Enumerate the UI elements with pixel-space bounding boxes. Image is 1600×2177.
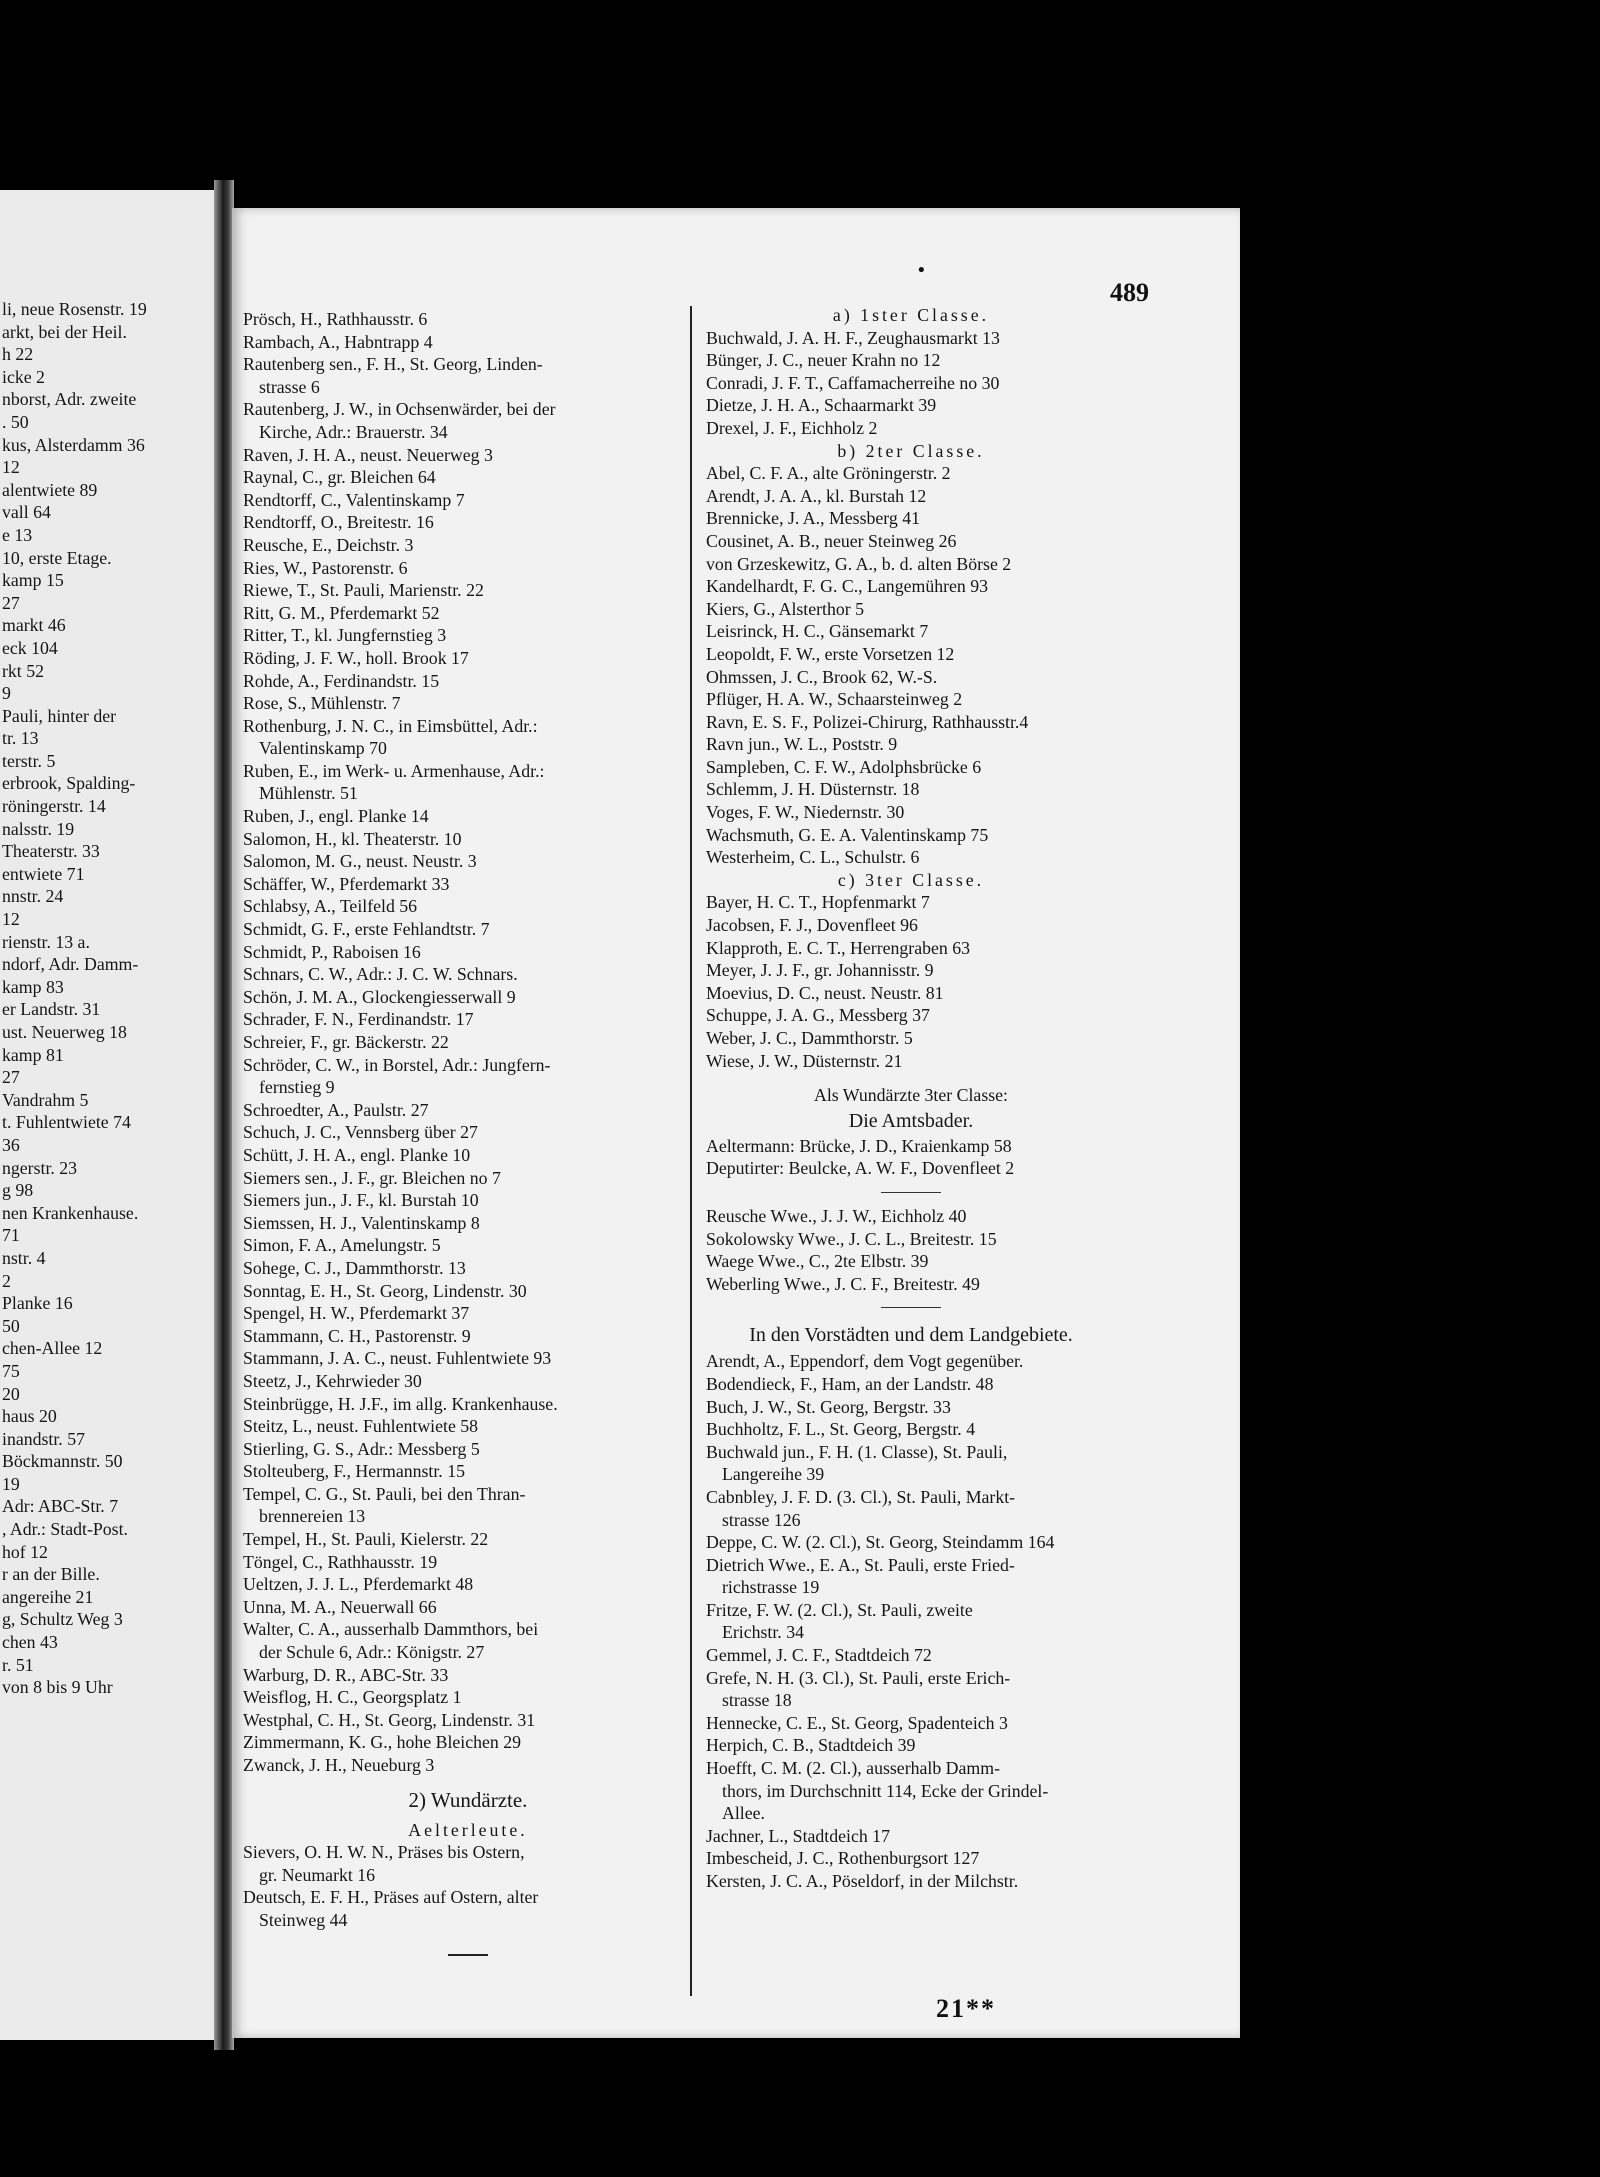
directory-entry xyxy=(706,1734,1116,1757)
entry-line: Westphal, C. H., St. Georg, Lindenstr. 31 xyxy=(243,1709,536,1730)
directory-entry xyxy=(706,1486,1116,1531)
directory-entry: Sokolowsky Wwe., J. C. L., Breitestr. 15 xyxy=(706,1228,997,1249)
entry-line: Ritt, G. M., Pferdemarkt 52 xyxy=(243,602,440,623)
directory-entry xyxy=(243,1370,693,1393)
entry-continuation: strasse 126 xyxy=(722,1509,801,1530)
entry-line: Riewe, T., St. Pauli, Marienstr. 22 xyxy=(243,580,484,601)
entry-line: Siemers sen., J. F., gr. Bleichen no 7 xyxy=(243,1167,501,1188)
directory-entry xyxy=(243,557,693,580)
entry-line: Imbescheid, J. C., Rothenburgsort 127 xyxy=(706,1848,980,1869)
entry-line: Tempel, H., St. Pauli, Kielerstr. 22 xyxy=(243,1529,489,1550)
entry-line: Schmidt, P., Raboisen 16 xyxy=(243,941,421,962)
directory-entry: Wachsmuth, G. E. A. Valentinskamp 75 xyxy=(706,824,989,845)
entry-line: Herpich, C. B., Stadtdeich 39 xyxy=(706,1735,916,1756)
entry-line: Deppe, C. W. (2. Cl.), St. Georg, Steindamm 164 xyxy=(706,1532,1055,1553)
entry-line: Bodendieck, F., Ham, an der Landstr. 48 xyxy=(706,1373,994,1394)
left-page-line: 20 xyxy=(2,1383,20,1404)
widows-list xyxy=(706,1205,1116,1295)
directory-entry: Klapproth, E. C. T., Herrengraben 63 xyxy=(706,937,971,958)
entry-line: Ueltzen, J. J. L., Pferdemarkt 48 xyxy=(243,1574,474,1595)
vorstaedte-list xyxy=(706,1350,1116,1892)
divider-rule xyxy=(881,1192,941,1193)
subsection-title-aelterleute: Aelterleute. xyxy=(408,1819,528,1840)
entry-line: Rose, S., Mühlenstr. 7 xyxy=(243,693,401,714)
directory-entry xyxy=(706,1373,1116,1396)
amtsbader-title: Die Amtsbader. xyxy=(848,1109,974,1132)
entry-line: Rendtorff, O., Breitestr. 16 xyxy=(243,512,434,533)
left-page-line: inandstr. 57 xyxy=(2,1428,85,1449)
entry-line: Raynal, C., gr. Bleichen 64 xyxy=(243,467,436,488)
entry-line: Stammann, C. H., Pastorenstr. 9 xyxy=(243,1325,471,1346)
entry-continuation: Kirche, Adr.: Brauerstr. 34 xyxy=(259,421,448,442)
entry-line: Reusche, E., Deichstr. 3 xyxy=(243,534,414,555)
entry-line: Rautenberg, J. W., in Ochsenwärder, bei der xyxy=(243,399,556,420)
class3-list xyxy=(706,891,1116,1072)
entry-line: Gemmel, J. C. F., Stadtdeich 72 xyxy=(706,1645,932,1666)
entry-line: Unna, M. A., Neuerwall 66 xyxy=(243,1596,437,1617)
directory-entry xyxy=(706,1554,1116,1599)
entry-line: Stammann, J. A. C., neust. Fuhlentwiete 93 xyxy=(243,1348,552,1369)
entry-continuation: der Schule 6, Adr.: Königstr. 27 xyxy=(259,1642,485,1663)
directory-entry: Schlemm, J. H. Düsternstr. 18 xyxy=(706,779,920,800)
entry-line: Schmidt, G. F., erste Fehlandtstr. 7 xyxy=(243,919,490,940)
directory-entry xyxy=(243,466,693,489)
entry-line: Steetz, J., Kehrwieder 30 xyxy=(243,1370,422,1391)
entry-line: Prösch, H., Rathhausstr. 6 xyxy=(243,309,428,329)
directory-entry xyxy=(243,1460,693,1483)
directory-entry xyxy=(243,1886,693,1931)
left-page-line: Planke 16 xyxy=(2,1293,73,1314)
left-page-line: eck 104 xyxy=(2,637,58,658)
directory-entry: Buchwald, J. A. H. F., Zeughausmarkt 13 xyxy=(706,327,1000,348)
entry-line: Sonntag, E. H., St. Georg, Lindenstr. 30 xyxy=(243,1280,527,1301)
entry-line: Raven, J. H. A., neust. Neuerweg 3 xyxy=(243,444,493,465)
left-page-line: arkt, bei der Heil. xyxy=(2,321,127,342)
left-page-line: kus, Alsterdamm 36 xyxy=(2,434,145,455)
directory-entry: Bünger, J. C., neuer Krahn no 12 xyxy=(706,350,941,371)
directory-entry: Deputirter: Beulcke, A. W. F., Dovenfleet 2 xyxy=(706,1158,1015,1179)
directory-entry: Brennicke, J. A., Messberg 41 xyxy=(706,508,921,529)
left-page-line: er Landstr. 31 xyxy=(2,999,101,1020)
vorstaedte-title: In den Vorstädten und dem Landgebiete. xyxy=(749,1324,1073,1347)
left-page-line: e 13 xyxy=(2,524,33,545)
directory-entry xyxy=(243,444,693,467)
left-page-line: Adr: ABC-Str. 7 xyxy=(2,1496,119,1517)
left-page-line: ndorf, Adr. Damm- xyxy=(2,954,139,975)
entry-continuation: Langereihe 39 xyxy=(722,1464,825,1485)
entry-line: Rohde, A., Ferdinandstr. 15 xyxy=(243,670,440,691)
directory-entry xyxy=(243,1280,693,1303)
directory-entry xyxy=(243,1031,693,1054)
left-page-line: h 22 xyxy=(2,344,34,365)
directory-entry xyxy=(243,670,693,693)
directory-entry xyxy=(243,1664,693,1687)
entry-line: Jachner, L., Stadtdeich 17 xyxy=(706,1825,890,1846)
directory-entry xyxy=(243,1596,693,1619)
entry-continuation: fernstieg 9 xyxy=(259,1077,335,1098)
entry-continuation: strasse 18 xyxy=(722,1690,792,1711)
class1-title: a) 1ster Classe. xyxy=(832,305,990,325)
directory-entry xyxy=(706,1667,1116,1712)
directory-entry xyxy=(706,1441,1116,1486)
end-rule xyxy=(448,1954,488,1956)
directory-entry xyxy=(243,918,693,941)
left-page-line: erbrook, Spalding- xyxy=(2,773,136,794)
directory-entry xyxy=(243,1841,693,1886)
entry-line: Schröder, C. W., in Borstel, Adr.: Jungfern- xyxy=(243,1054,551,1075)
entry-line: Buchholtz, F. L., St. Georg, Bergstr. 4 xyxy=(706,1419,976,1440)
entry-line: Schön, J. M. A., Glockengiesserwall 9 xyxy=(243,986,516,1007)
left-page-line: icke 2 xyxy=(2,366,45,387)
entry-line: Tempel, C. G., St. Pauli, bei den Thran- xyxy=(243,1483,526,1504)
directory-entry xyxy=(243,1731,693,1754)
entry-line: Steinbrügge, H. J.F., im allg. Krankenhause. xyxy=(243,1393,558,1414)
directory-entry xyxy=(243,1167,693,1190)
aelterleute-list xyxy=(243,1841,693,1931)
entry-line: Rautenberg sen., F. H., St. Georg, Linden- xyxy=(243,354,543,375)
directory-entry: Voges, F. W., Niedernstr. 30 xyxy=(706,802,905,823)
directory-entry xyxy=(243,1393,693,1416)
directory-entry xyxy=(243,1709,693,1732)
directory-entry xyxy=(243,805,693,828)
left-page-line: alentwiete 89 xyxy=(2,479,98,500)
left-page-line: t. Fuhlentwiete 74 xyxy=(2,1112,131,1133)
directory-entry: Wiese, J. W., Düsternstr. 21 xyxy=(706,1050,903,1071)
entry-line: Schlabsy, A., Teilfeld 56 xyxy=(243,896,418,917)
left-page-line: . 50 xyxy=(2,411,29,432)
left-page-line: markt 46 xyxy=(2,615,66,636)
column-b xyxy=(706,304,1116,1893)
entry-line: Schreier, F., gr. Bäckerstr. 22 xyxy=(243,1032,449,1052)
left-page-line: vall 64 xyxy=(2,502,51,523)
directory-entry xyxy=(243,850,693,873)
directory-entry xyxy=(706,1712,1116,1735)
entry-line: Schroedter, A., Paulstr. 27 xyxy=(243,1099,429,1120)
left-page-line: Pauli, hinter der xyxy=(2,705,117,726)
entry-line: Rendtorff, C., Valentinskamp 7 xyxy=(243,489,465,510)
directory-entry xyxy=(243,963,693,986)
entry-line: Ruben, E., im Werk- u. Armenhause, Adr.: xyxy=(243,760,545,781)
directory-entry xyxy=(243,308,693,331)
left-page-line: 10, erste Etage. xyxy=(2,547,112,568)
directory-entry xyxy=(706,1531,1116,1554)
left-page-line: angereihe 21 xyxy=(2,1586,94,1607)
left-page-line: ngerstr. 23 xyxy=(2,1157,78,1178)
left-page-line: rkt 52 xyxy=(2,660,44,681)
directory-entry: Aeltermann: Brücke, J. D., Kraienkamp 58 xyxy=(706,1135,1012,1156)
directory-entry xyxy=(243,1212,693,1235)
directory-entry xyxy=(706,1599,1116,1644)
left-page-line: kamp 83 xyxy=(2,976,64,997)
directory-entry: Dietze, J. H. A., Schaarmarkt 39 xyxy=(706,395,937,416)
directory-entry xyxy=(243,941,693,964)
left-page-line: 12 xyxy=(2,909,20,930)
left-page-line: r. 51 xyxy=(2,1654,34,1675)
directory-entry xyxy=(243,1528,693,1551)
entry-line: Buch, J. W., St. Georg, Bergstr. 33 xyxy=(706,1396,951,1417)
directory-entry: Drexel, J. F., Eichholz 2 xyxy=(706,417,878,438)
directory-entry xyxy=(243,828,693,851)
entry-continuation: Steinweg 44 xyxy=(259,1909,348,1930)
left-page-line: nnstr. 24 xyxy=(2,886,64,907)
entry-line: Hennecke, C. E., St. Georg, Spadenteich 3 xyxy=(706,1712,1008,1733)
left-page-line: li, neue Rosenstr. 19 xyxy=(2,299,147,319)
entry-line: Siemssen, H. J., Valentinskamp 8 xyxy=(243,1212,480,1233)
left-page-text-column xyxy=(2,298,212,1699)
left-page-line: tr. 13 xyxy=(2,728,39,749)
left-page-line: von 8 bis 9 Uhr xyxy=(2,1677,113,1698)
directory-entry: Ravn jun., W. L., Poststr. 9 xyxy=(706,734,898,755)
left-page-line: 27 xyxy=(2,592,20,613)
entry-continuation: richstrasse 19 xyxy=(722,1577,820,1598)
directory-entry: Kandelhardt, F. G. C., Langemühren 93 xyxy=(706,576,989,597)
directory-entry xyxy=(243,986,693,1009)
directory-entry xyxy=(243,1121,693,1144)
directory-entry xyxy=(243,1099,693,1122)
directory-entry xyxy=(243,1008,693,1031)
entry-line: Schütt, J. H. A., engl. Planke 10 xyxy=(243,1144,471,1165)
left-page-line: 27 xyxy=(2,1067,20,1088)
entry-continuation: Erichstr. 34 xyxy=(722,1622,804,1643)
left-page-line: nborst, Adr. zweite xyxy=(2,389,137,410)
entry-line: Hoefft, C. M. (2. Cl.), ausserhalb Damm- xyxy=(706,1758,1000,1779)
directory-entry: Ravn, E. S. F., Polizei-Chirurg, Rathhausstr.4 xyxy=(706,711,1029,732)
entry-line: Sohege, C. J., Dammthorstr. 13 xyxy=(243,1257,466,1278)
entry-continuation: Mühlenstr. 51 xyxy=(259,783,358,804)
left-page-line: rienstr. 13 a. xyxy=(2,931,90,952)
left-page-line: röningerstr. 14 xyxy=(2,796,106,817)
directory-entry xyxy=(243,353,693,398)
directory-entry xyxy=(243,1257,693,1280)
left-page-fragment xyxy=(0,190,214,2040)
left-page-line: Theaterstr. 33 xyxy=(2,841,100,862)
left-page-line: 36 xyxy=(2,1134,20,1155)
directory-entry xyxy=(243,760,693,805)
left-page-line: g 98 xyxy=(2,1180,34,1201)
entry-line: Zwanck, J. H., Neueburg 3 xyxy=(243,1755,435,1775)
class2-title: b) 2ter Classe. xyxy=(837,440,985,461)
directory-entry xyxy=(243,1347,693,1370)
entry-line: Dietrich Wwe., E. A., St. Pauli, erste Fried- xyxy=(706,1554,1015,1575)
directory-entry: Leopoldt, F. W., erste Vorsetzen 12 xyxy=(706,643,955,664)
entry-line: Stolteuberg, F., Hermannstr. 15 xyxy=(243,1461,465,1482)
directory-entry xyxy=(243,624,693,647)
directory-entry xyxy=(243,1483,693,1528)
entry-line: Walter, C. A., ausserhalb Dammthors, bei xyxy=(243,1619,539,1640)
directory-entry xyxy=(243,511,693,534)
entry-line: Salomon, H., kl. Theaterstr. 10 xyxy=(243,828,462,849)
directory-entry: Schuppe, J. A. G., Messberg 37 xyxy=(706,1005,930,1026)
signature-mark: 21** xyxy=(936,1994,996,2023)
entry-line: Ritter, T., kl. Jungfernstieg 3 xyxy=(243,625,447,646)
entry-line: Weisflog, H. C., Georgsplatz 1 xyxy=(243,1687,462,1708)
directory-entry: Waege Wwe., C., 2te Elbstr. 39 xyxy=(706,1251,929,1272)
directory-entry xyxy=(243,895,693,918)
left-page-line: 19 xyxy=(2,1473,20,1494)
left-page-line: g, Schultz Weg 3 xyxy=(2,1609,123,1630)
directory-entry: Moevius, D. C., neust. Neustr. 81 xyxy=(706,982,944,1003)
als-title: Als Wundärzte 3ter Classe: xyxy=(813,1085,1008,1106)
entry-line: Röding, J. F. W., holl. Brook 17 xyxy=(243,647,469,668)
directory-entry xyxy=(243,1438,693,1461)
left-page-line: terstr. 5 xyxy=(2,750,56,771)
directory-entry: Leisrinck, H. C., Gänsemarkt 7 xyxy=(706,621,929,642)
directory-entry xyxy=(706,1418,1116,1441)
entry-line: Steitz, L., neust. Fuhlentwiete 58 xyxy=(243,1416,479,1437)
directory-entry: Westerheim, C. L., Schulstr. 6 xyxy=(706,847,920,868)
entry-line: Kersten, J. C. A., Pöseldorf, in der Milchstr. xyxy=(706,1871,1019,1891)
directory-entry: Weberling Wwe., J. C. F., Breitestr. 49 xyxy=(706,1273,980,1294)
directory-entry: Weber, J. C., Dammthorstr. 5 xyxy=(706,1028,913,1048)
left-page-line: Böckmannstr. 50 xyxy=(2,1451,123,1472)
left-page-line: chen 43 xyxy=(2,1632,58,1653)
column-divider xyxy=(690,306,692,1996)
physicians-list xyxy=(243,308,693,1777)
directory-entry xyxy=(706,1644,1116,1667)
directory-entry: Cousinet, A. B., neuer Steinweg 26 xyxy=(706,530,957,551)
directory-entry xyxy=(243,1754,693,1777)
directory-entry: Conradi, J. F. T., Caffamacherreihe no 30 xyxy=(706,372,1000,393)
entry-line: Warburg, D. R., ABC-Str. 33 xyxy=(243,1664,449,1685)
directory-entry xyxy=(243,579,693,602)
left-page-line: Vandrahm 5 xyxy=(2,1089,89,1110)
left-page-line: nen Krankenhause. xyxy=(2,1202,139,1223)
directory-entry xyxy=(243,1325,693,1348)
directory-entry xyxy=(243,647,693,670)
left-page-line: 71 xyxy=(2,1225,20,1246)
left-page-line: ust. Neuerweg 18 xyxy=(2,1022,127,1042)
left-page-line: 12 xyxy=(2,457,20,478)
directory-entry xyxy=(243,1618,693,1663)
directory-entry xyxy=(243,715,693,760)
entry-line: Zimmermann, K. G., hohe Bleichen 29 xyxy=(243,1732,522,1753)
directory-entry xyxy=(243,398,693,443)
column-a xyxy=(243,308,693,1956)
directory-entry: Sampleben, C. F. W., Adolphsbrücke 6 xyxy=(706,756,982,777)
entry-line: Arendt, A., Eppendorf, dem Vogt gegenüber. xyxy=(706,1351,1024,1372)
entry-continuation: Valentinskamp 70 xyxy=(259,738,387,759)
left-page-line: kamp 15 xyxy=(2,570,64,591)
entry-line: Töngel, C., Rathhausstr. 19 xyxy=(243,1551,438,1572)
left-page-line: nstr. 4 xyxy=(2,1247,46,1268)
directory-entry xyxy=(706,1825,1116,1848)
directory-entry: Kiers, G., Alsterthor 5 xyxy=(706,598,865,619)
entry-continuation: strasse 6 xyxy=(259,376,320,397)
left-page-line: chen-Allee 12 xyxy=(2,1338,103,1359)
directory-entry xyxy=(706,1396,1116,1419)
page-number: 489 xyxy=(1110,278,1149,307)
entry-continuation: gr. Neumarkt 16 xyxy=(259,1864,376,1885)
entry-line: Rambach, A., Habntrapp 4 xyxy=(243,331,433,352)
directory-entry xyxy=(243,534,693,557)
entry-line: Schäffer, W., Pferdemarkt 33 xyxy=(243,873,450,894)
directory-entry: Ohmssen, J. C., Brook 62, W.-S. xyxy=(706,666,938,687)
entry-continuation: Allee. xyxy=(722,1803,765,1824)
directory-entry: Meyer, J. J. F., gr. Johannisstr. 9 xyxy=(706,960,934,981)
directory-entry xyxy=(706,1847,1116,1870)
directory-entry: Reusche Wwe., J. J. W., Eichholz 40 xyxy=(706,1205,967,1226)
directory-entry xyxy=(243,692,693,715)
class3-title: c) 3ter Classe. xyxy=(837,869,985,890)
entry-line: Grefe, N. H. (3. Cl.), St. Pauli, erste Erich- xyxy=(706,1667,1011,1688)
entry-line: Schnars, C. W., Adr.: J. C. W. Schnars. xyxy=(243,964,518,985)
entry-line: Spengel, H. W., Pferdemarkt 37 xyxy=(243,1303,470,1324)
print-speck: • xyxy=(916,260,927,281)
left-page-line: haus 20 xyxy=(2,1406,57,1427)
directory-entry xyxy=(243,1302,693,1325)
directory-entry xyxy=(243,1234,693,1257)
entry-line: Salomon, M. G., neust. Neustr. 3 xyxy=(243,851,477,872)
left-page-line: 75 xyxy=(2,1360,20,1381)
left-page-line: nalsstr. 19 xyxy=(2,818,75,839)
entry-line: Buchwald jun., F. H. (1. Classe), St. Pauli, xyxy=(706,1441,1008,1462)
left-page-line: kamp 81 xyxy=(2,1044,64,1065)
left-page-line: 2 xyxy=(2,1270,11,1291)
directory-entry xyxy=(706,1870,1116,1893)
class2-list xyxy=(706,462,1116,869)
directory-entry xyxy=(243,1551,693,1574)
directory-entry xyxy=(243,873,693,896)
right-page xyxy=(232,208,1240,2038)
directory-entry xyxy=(243,1686,693,1709)
directory-entry: Bayer, H. C. T., Hopfenmarkt 7 xyxy=(706,892,930,913)
left-page-line: 50 xyxy=(2,1315,20,1336)
entry-line: Rothenburg, J. N. C., in Eimsbüttel, Adr.: xyxy=(243,715,538,736)
entry-line: Siemers jun., J. F., kl. Burstah 10 xyxy=(243,1190,479,1211)
entry-continuation: thors, im Durchschnitt 114, Ecke der Grindel- xyxy=(722,1780,1049,1801)
directory-entry xyxy=(243,602,693,625)
directory-entry: Jacobsen, F. J., Dovenfleet 96 xyxy=(706,915,918,936)
left-page-line: , Adr.: Stadt-Post. xyxy=(2,1519,128,1540)
directory-entry xyxy=(706,1350,1116,1373)
directory-entry: Pflüger, H. A. W., Schaarsteinweg 2 xyxy=(706,689,963,710)
left-page-line: r an der Bille. xyxy=(2,1564,100,1585)
entry-continuation: brennereien 13 xyxy=(259,1506,366,1527)
entry-line: Stierling, G. S., Adr.: Messberg 5 xyxy=(243,1438,480,1459)
entry-line: Simon, F. A., Amelungstr. 5 xyxy=(243,1235,441,1256)
left-page-line: 9 xyxy=(2,683,11,704)
directory-entry xyxy=(706,1757,1116,1825)
entry-line: Fritze, F. W. (2. Cl.), St. Pauli, zweite xyxy=(706,1599,973,1620)
entry-line: Cabnbley, J. F. D. (3. Cl.), St. Pauli, Markt- xyxy=(706,1486,1016,1507)
section-title-wundaerzte: 2) Wundärzte. xyxy=(408,1787,528,1812)
entry-line: Ruben, J., engl. Planke 14 xyxy=(243,806,429,827)
directory-entry xyxy=(243,1054,693,1099)
divider-rule xyxy=(881,1307,941,1308)
entry-line: Schrader, F. N., Ferdinandstr. 17 xyxy=(243,1009,474,1030)
entry-line: Deutsch, E. F. H., Präses auf Ostern, alter xyxy=(243,1887,539,1908)
directory-entry xyxy=(243,331,693,354)
directory-entry xyxy=(243,1415,693,1438)
directory-entry xyxy=(243,489,693,512)
directory-entry: Arendt, J. A. A., kl. Burstah 12 xyxy=(706,485,927,506)
directory-entry xyxy=(243,1144,693,1167)
entry-line: Ries, W., Pastorenstr. 6 xyxy=(243,557,408,578)
directory-entry xyxy=(243,1189,693,1212)
directory-entry xyxy=(243,1573,693,1596)
entry-line: Schuch, J. C., Vennsberg über 27 xyxy=(243,1122,478,1143)
directory-entry: von Grzeskewitz, G. A., b. d. alten Börse 2 xyxy=(706,553,1012,574)
book-gutter xyxy=(214,180,234,2050)
entry-line: Sievers, O. H. W. N., Präses bis Ostern, xyxy=(243,1842,525,1863)
left-page-line: hof 12 xyxy=(2,1541,48,1562)
left-page-line: entwiete 71 xyxy=(2,863,85,884)
amtsbader-list xyxy=(706,1135,1116,1180)
class1-list xyxy=(706,327,1116,440)
directory-entry: Abel, C. F. A., alte Gröningerstr. 2 xyxy=(706,463,951,484)
